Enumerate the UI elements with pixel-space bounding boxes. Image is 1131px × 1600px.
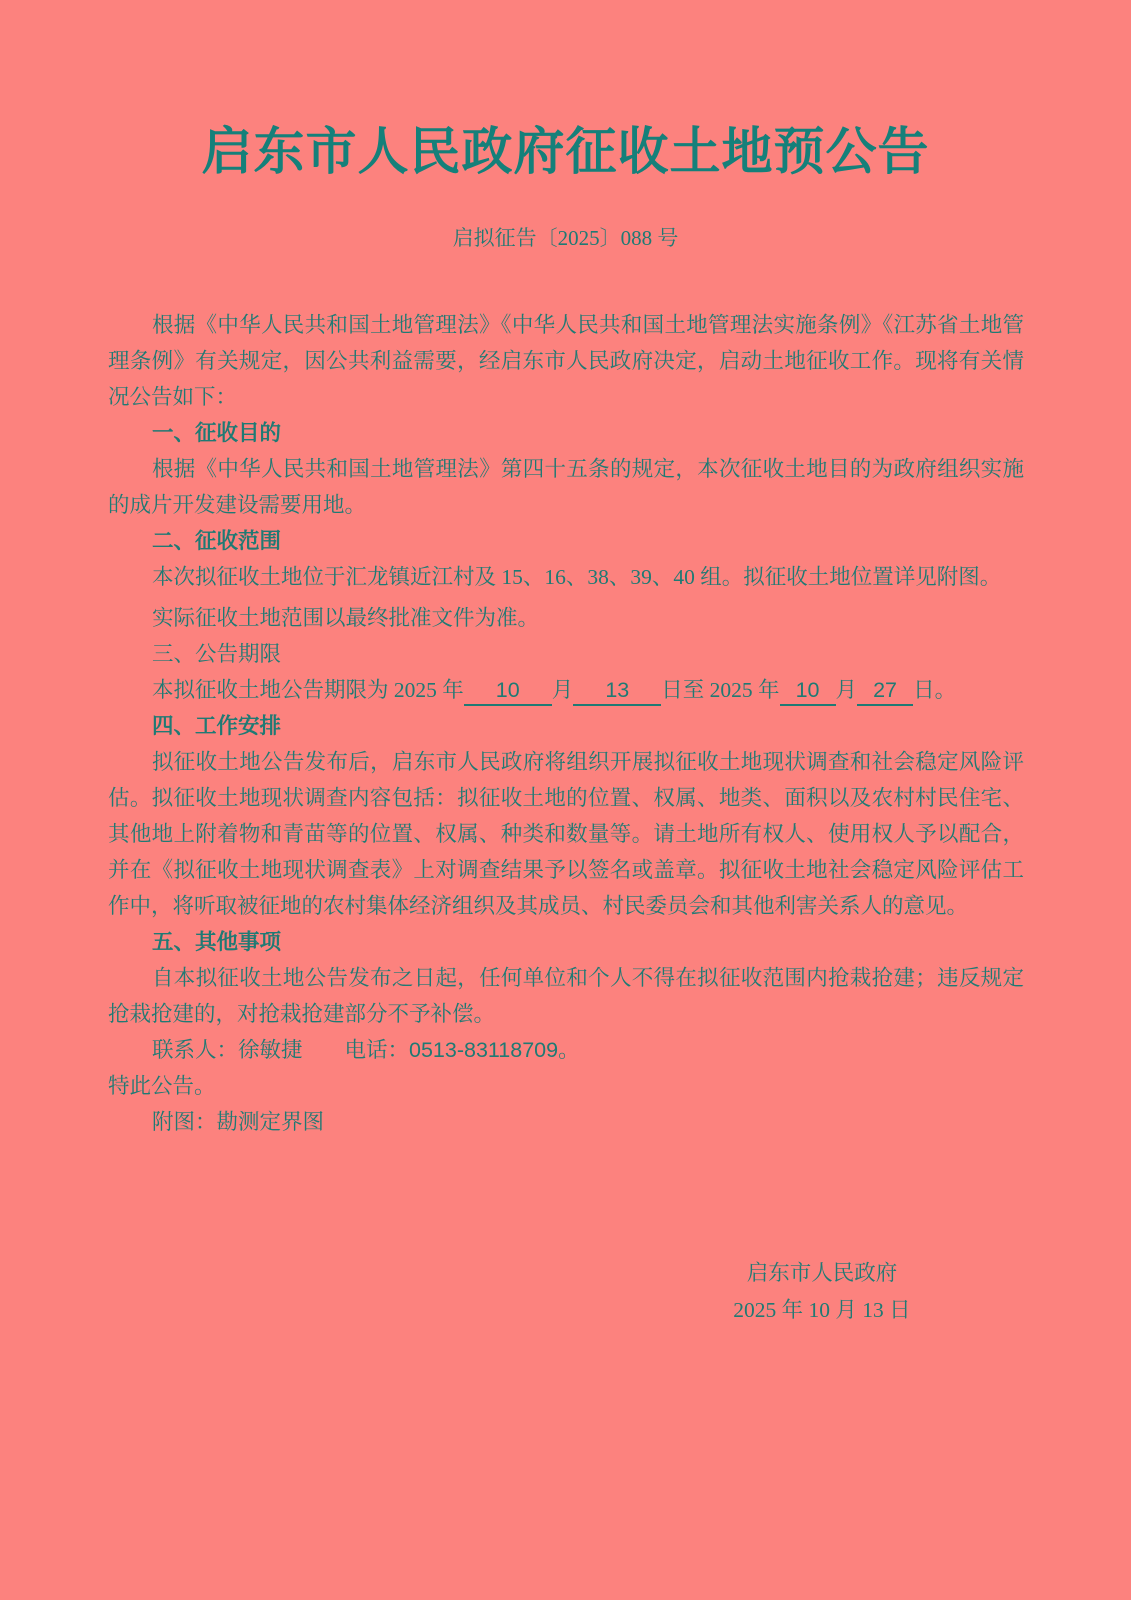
- section-2-heading: 二、征收范围: [152, 529, 282, 553]
- document-number: 启拟征告〔2025〕088 号: [452, 226, 679, 250]
- end-day-blank: 27: [857, 676, 913, 706]
- document-title: 启东市人民政府征收土地预公告: [201, 125, 930, 181]
- period-middle: 日至 2025 年: [661, 678, 780, 702]
- section-5-heading: 五、其他事项: [152, 930, 282, 954]
- section-4-paragraph: 拟征收土地公告发布后，启东市人民政府将组织开展拟征收土地现状调查和社会稳定风险评估。拟征收土地现状调查内容包括：拟征收土地的位置、权属、地类、面积以及农村村民住宅、其他地上附着物和青苗等的位置、权属、种类和数量等。请土地所有权人、使用权人予以配合，并在《拟征收土地现状调查表》上对调查结果予以签名或盖章。拟征收土地社会稳定风险评估工作中，将听取被征地的农村集体经济组织及其成员、村民委员会和其他利害关系人的意见。: [108, 750, 1024, 918]
- section-2-paragraph-1: 本次拟征收土地位于汇龙镇近江村及 15、16、38、39、40 组。拟征收土地位置详见附图。: [152, 565, 1002, 589]
- section-5-paragraph: 自本拟征收土地公告发布之日起，任何单位和个人不得在拟征收范围内抢栽抢建；违反规定抢栽抢建的，对抢栽抢建部分不予补偿。: [108, 966, 1024, 1026]
- start-month-blank: 10: [464, 676, 552, 706]
- attachment-line: 附图：勘测定界图: [152, 1110, 325, 1134]
- section-1-paragraph: 根据《中华人民共和国土地管理法》第四十五条的规定，本次征收土地目的为政府组织实施的成片开发建设需要用地。: [108, 457, 1024, 517]
- closing-line: 特此公告。: [108, 1074, 216, 1098]
- period-suffix: 日。: [913, 678, 957, 702]
- signature-org: 启东市人民政府: [746, 1261, 898, 1285]
- contact-phone: 电话：0513-83118709。: [344, 1038, 580, 1062]
- section-2-paragraph-2: 实际征收土地范围以最终批准文件为准。: [152, 606, 540, 630]
- end-month-blank: 10: [780, 676, 836, 706]
- section-3-heading: 三、公告期限: [152, 642, 282, 666]
- signature-date: 2025 年 10 月 13 日: [733, 1298, 911, 1322]
- intro-paragraph: 根据《中华人民共和国土地管理法》《中华人民共和国土地管理法实施条例》《江苏省土地管理条例》有关规定，因公共利益需要，经启东市人民政府决定，启动土地征收工作。现将有关情况公告如下：: [108, 313, 1024, 409]
- start-day-blank: 13: [573, 676, 661, 706]
- section-1-heading: 一、征收目的: [152, 421, 282, 445]
- period-month-label-1: 月: [551, 678, 574, 702]
- period-prefix: 本拟征收土地公告期限为 2025 年: [152, 678, 464, 702]
- contact-person: 联系人：徐敏捷: [152, 1038, 303, 1062]
- document-body: [108, 307, 1024, 1140]
- notice-period-line: [108, 672, 1024, 708]
- contact-line: [108, 1032, 1024, 1068]
- signature-block: [698, 1255, 946, 1329]
- period-month-label-2: 月: [835, 678, 858, 702]
- section-4-heading: 四、工作安排: [152, 714, 282, 738]
